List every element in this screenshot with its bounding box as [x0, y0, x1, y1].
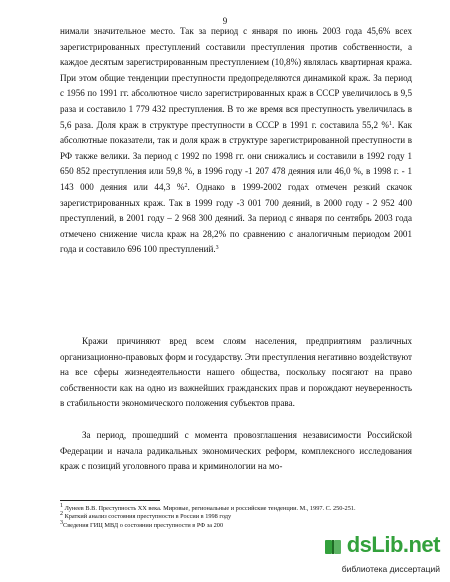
book-icon	[322, 536, 344, 558]
footnote-1-mark: 1	[60, 503, 63, 509]
footnote-3	[60, 519, 405, 530]
body-paragraph-1	[60, 24, 412, 258]
footnote-ref-2[interactable]: 2	[184, 182, 188, 189]
para1-text-b: . Как абсолютные показатели, так и доля краж в структуре зарегистрированной преступности в РФ также велики. За период с 1992 по 1998 гг. они снижались и составили в 1992 году 1 650 852 преступления или 59,8 %, в 1996 году -1 207 478 деяния или 46,0 %, в 1998 г. - 1 143 000 деяния или 44,3 %	[60, 119, 412, 192]
dslib-watermark[interactable]	[320, 532, 440, 576]
footnote-separator	[60, 500, 160, 501]
footnote-ref-1[interactable]: 1	[388, 120, 392, 127]
watermark-title: dsLib.net	[346, 532, 440, 557]
footnote-ref-3[interactable]: 3	[215, 245, 219, 252]
footnote-2-text: Краткий анализ состояния преступности в России в 1998 году	[63, 513, 232, 521]
para1-text-a: нимали значительное место. Так за период с января по июнь 2003 года 45,6% всех зарегистрированных преступлений составили преступления против собственности, а каждое десятым зарегистрированным преступлением (10,8%) являлась квартирная кража. При этом общие тенденции преступности предопределяются динамикой краж. За период с 1956 по 1991 гг. абсолютное число зарегистрированных краж в СССР увеличилось в 9,5 раза и составило 1 779 432 преступления. В то же время вся преступность увеличилась в 5,6 раза. Доля краж в структуре преступности в СССР в 1991 г. составила 55,2 %	[60, 26, 412, 130]
footnote-1-text: Лунеев В.В. Преступность XX века. Мировые, региональные и российские тенденции. М., 1997. С. 250-251.	[63, 505, 356, 512]
para2-text: Кражи причиняют вред всем слоям населения, предприятиям различных организационно-правовых форм и государству. Эти преступления негативно воздействуют на все сферы жизнедеятельности нашего общества, поскольку посягают на право собственности как на одно из важнейших гражданских прав и порождают неуверенность в стабильности экономического положения субъектов права.	[60, 336, 412, 409]
footnote-2-mark: 2	[60, 511, 63, 518]
watermark-subtitle: библиотека диссертаций	[341, 564, 440, 574]
page-number: 9	[222, 16, 228, 26]
body-paragraph-2	[60, 334, 412, 412]
body-paragraph-3	[60, 428, 412, 475]
para3-text: За период, прошедший с момента провозглашения независимости Российской Федерации и начала радикальных экономических реформ, комплексного исследования краж с позиций уголовного права и криминологии на мо-	[60, 430, 412, 472]
para1-text-c: . Однако в 1999-2002 годах отмечен резкий скачок зарегистрированных краж. Так в 1999 году -3 001 700 деяний, в 2000 году - 2 952 400 преступлений, в 2001 году – 2 968 300 деяний. За период с января по сентябрь 2003 года отмечено снижение числа краж на 28,2% по сравнению с аналогичным периодом 2001 года и составило 696 100 преступлений.	[60, 181, 412, 255]
footnote-3-mark: 3	[60, 519, 63, 526]
footnote-3-text: Сведения ГИЦ МВД о состоянии преступности в РФ за 200	[63, 521, 224, 529]
footnotes	[60, 505, 405, 530]
footnote-2	[60, 513, 405, 521]
